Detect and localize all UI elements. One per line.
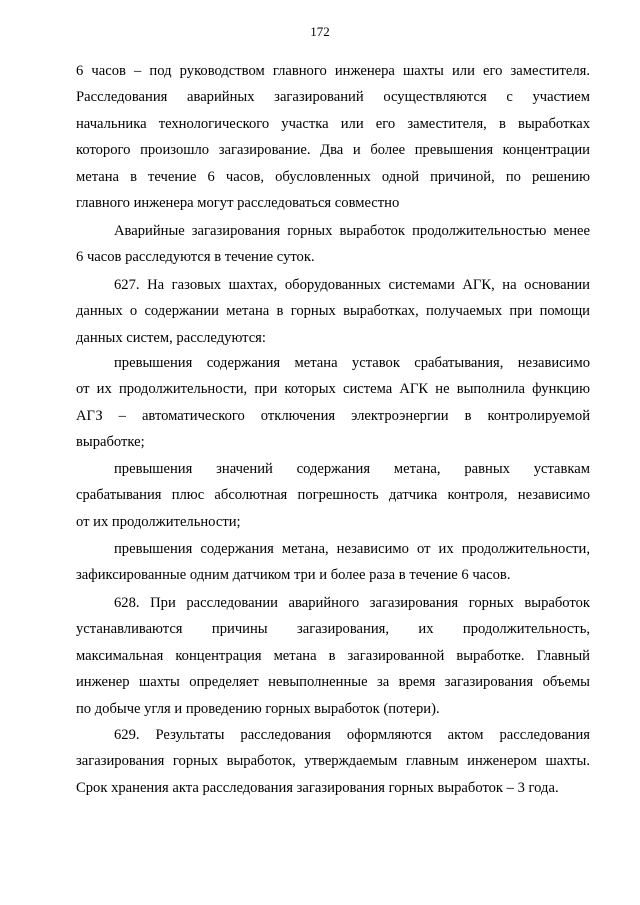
text-line: данных систем, расследуются:: [76, 329, 266, 346]
list-item-setpoint-exceed: [76, 350, 590, 456]
paragraph-629: [76, 722, 590, 801]
text-line: Срок хранения акта расследования загазирования горных выработок – 3 года.: [76, 779, 559, 796]
text-line: максимальная концентрация метана в загазированной выработке. Главный: [76, 647, 590, 664]
text-line: по добыче угля и проведению горных выработок (потери).: [76, 700, 440, 717]
text-line: 6 часов расследуются в течение суток.: [76, 249, 315, 266]
text-line: которого произошло загазирование. Два и более превышения концентрации: [76, 142, 590, 159]
page-number: 172: [310, 24, 330, 39]
text-line: Расследования аварийных загазирований осуществляются с участием: [76, 89, 590, 106]
paragraph-emergency-gassing: [76, 218, 590, 271]
text-line: зафиксированные одним датчиком три и более раза в течение 6 часов.: [76, 567, 511, 584]
text-line: начальника технологического участка или его заместителя, в выработках: [76, 115, 590, 132]
text-line: 629. Результаты расследования оформляются актом расследования: [114, 727, 590, 743]
paragraph-628: [76, 590, 590, 722]
text-line: превышения содержания метана уставок срабатывания, независимо: [114, 355, 590, 371]
text-line: 628. При расследовании аварийного загазирования горных выработок: [114, 595, 590, 611]
text-line: превышения значений содержания метана, равных уставкам: [114, 461, 590, 477]
paragraph-627: [76, 272, 590, 351]
text-line: загазирования горных выработок, утверждаемым главным инженером шахты.: [76, 753, 590, 770]
text-line: метана в течение 6 часов, обусловленных одной причиной, по решению: [76, 168, 590, 185]
text-line: 6 часов – под руководством главного инженера шахты или его заместителя.: [76, 63, 590, 79]
text-line: от их продолжительности, при которых система АГК не выполнила функцию: [76, 381, 590, 398]
text-line: от их продолжительности;: [76, 513, 241, 530]
text-line: выработке;: [76, 434, 145, 451]
text-line: превышения содержания метана, независимо от их продолжительности,: [114, 541, 590, 557]
list-item-repeated-exceed: [76, 536, 590, 589]
paragraph-continuation: [76, 58, 590, 216]
text-line: данных о содержании метана в горных выработках, получаемых при помощи: [76, 303, 590, 320]
text-line: АГЗ – автоматического отключения электроэнергии в контролируемой: [76, 407, 590, 424]
text-line: 627. На газовых шахтах, оборудованных системами АГК, на основании: [114, 277, 590, 293]
text-line: главного инженера могут расследоваться совместно: [76, 194, 400, 211]
list-item-error-exceed: [76, 456, 590, 535]
text-line: Аварийные загазирования горных выработок продолжительностью менее: [114, 223, 590, 239]
text-line: устанавливаются причины загазирования, их продолжительность,: [76, 621, 590, 638]
text-line: срабатывания плюс абсолютная погрешность датчика контроля, независимо: [76, 487, 590, 504]
text-line: инженер шахты определяет невыполненные за время загазирования объемы: [76, 674, 590, 691]
